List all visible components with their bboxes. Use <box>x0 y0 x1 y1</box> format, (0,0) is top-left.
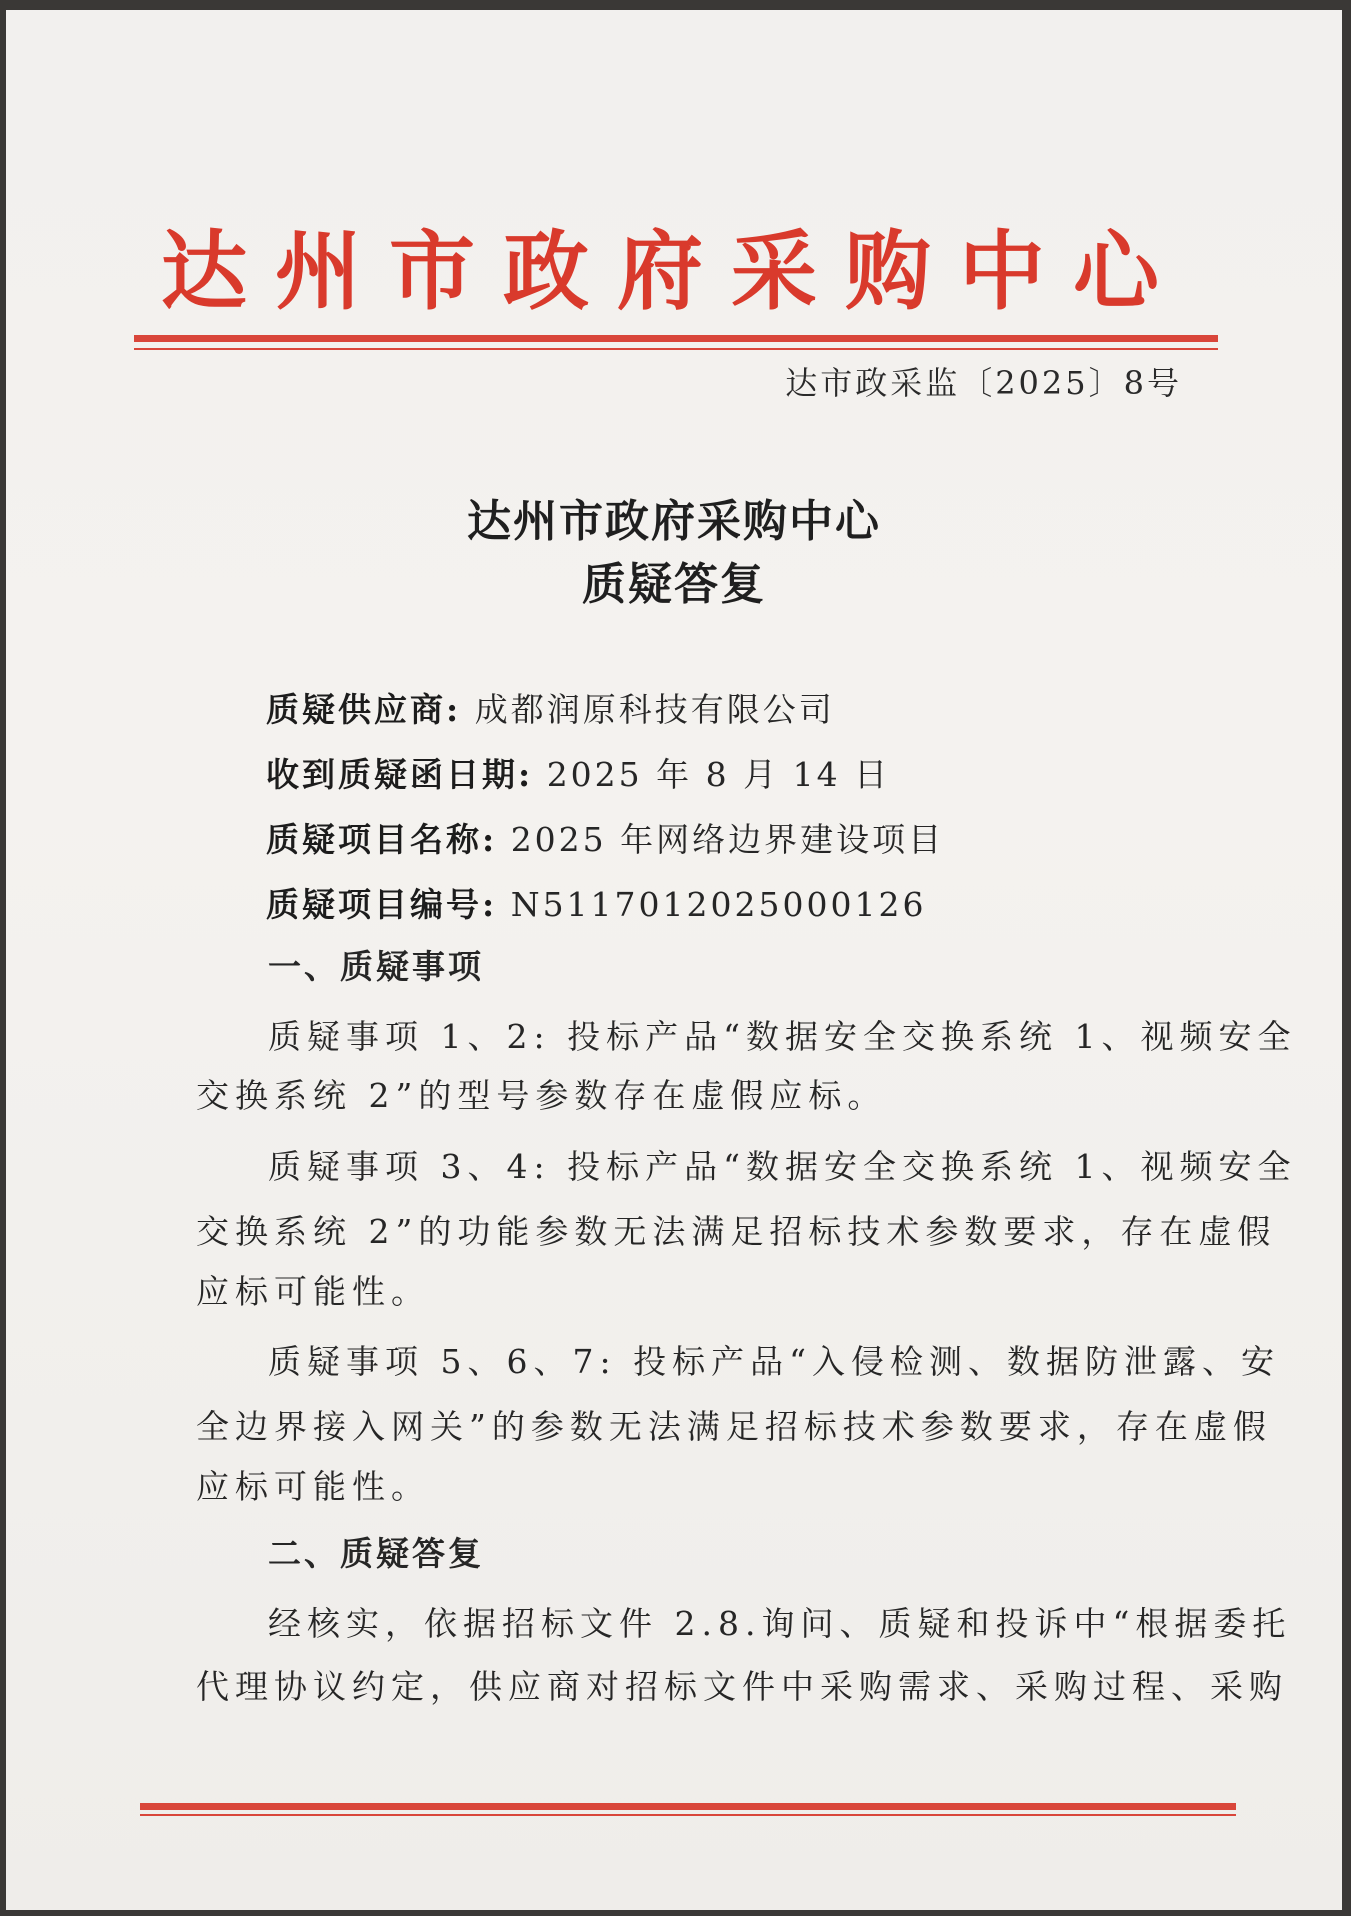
section2-heading: 二、质疑答复 <box>268 1534 484 1573</box>
header-red-rule-thin <box>134 348 1218 350</box>
section1-heading: 一、质疑事项 <box>268 947 484 986</box>
item567-line1: 质疑事项 5、6、7: 投标产品“入侵检测、数据防泄露、安 <box>268 1342 1280 1381</box>
field-supplier-label: 质疑供应商: <box>266 690 462 729</box>
field-project-name <box>266 818 944 862</box>
reply-line1: 经核实，依据招标文件 2.8.询问、质疑和投诉中“根据委托 <box>268 1604 1292 1643</box>
document-page <box>6 10 1342 1910</box>
document-title-line1: 达州市政府采购中心 <box>467 496 881 547</box>
field-received-date <box>266 753 890 797</box>
field-supplier-value: 成都润原科技有限公司 <box>474 690 835 729</box>
field-received-date-label: 收到质疑函日期: <box>266 755 534 794</box>
letterhead-title: 达州市政府采购中心 <box>161 221 1187 322</box>
item567-line3: 应标可能性。 <box>196 1467 430 1506</box>
item12-line1: 质疑事项 1、2: 投标产品“数据安全交换系统 1、视频安全 <box>268 1017 1297 1056</box>
item34-line1: 质疑事项 3、4: 投标产品“数据安全交换系统 1、视频安全 <box>268 1147 1297 1186</box>
footer-red-rule-thin <box>140 1814 1236 1816</box>
item34-line3: 应标可能性。 <box>196 1272 430 1311</box>
field-received-date-value: 2025 年 8 月 14 日 <box>546 755 891 794</box>
document-title-line2: 质疑答复 <box>582 559 766 610</box>
field-supplier <box>266 688 835 732</box>
header-red-rule-thick <box>134 335 1218 342</box>
item12-line2: 交换系统 2”的型号参数存在虚假应标。 <box>196 1076 887 1115</box>
item34-line2: 交换系统 2”的功能参数无法满足招标技术参数要求，存在虚假 <box>196 1212 1277 1251</box>
field-project-number-label: 质疑项目编号: <box>266 885 498 924</box>
document-number: 达市政采监〔2025〕8号 <box>785 364 1182 402</box>
field-project-number <box>266 883 927 927</box>
reply-line2: 代理协议约定，供应商对招标文件中采购需求、采购过程、采购 <box>196 1667 1288 1706</box>
footer-red-rule-thick <box>140 1803 1236 1810</box>
field-project-name-label: 质疑项目名称: <box>266 820 498 859</box>
field-project-number-value: N5117012025000126 <box>510 885 927 924</box>
item567-line2: 全边界接入网关”的参数无法满足招标技术参数要求，存在虚假 <box>196 1407 1272 1446</box>
field-project-name-value: 2025 年网络边界建设项目 <box>510 820 945 859</box>
